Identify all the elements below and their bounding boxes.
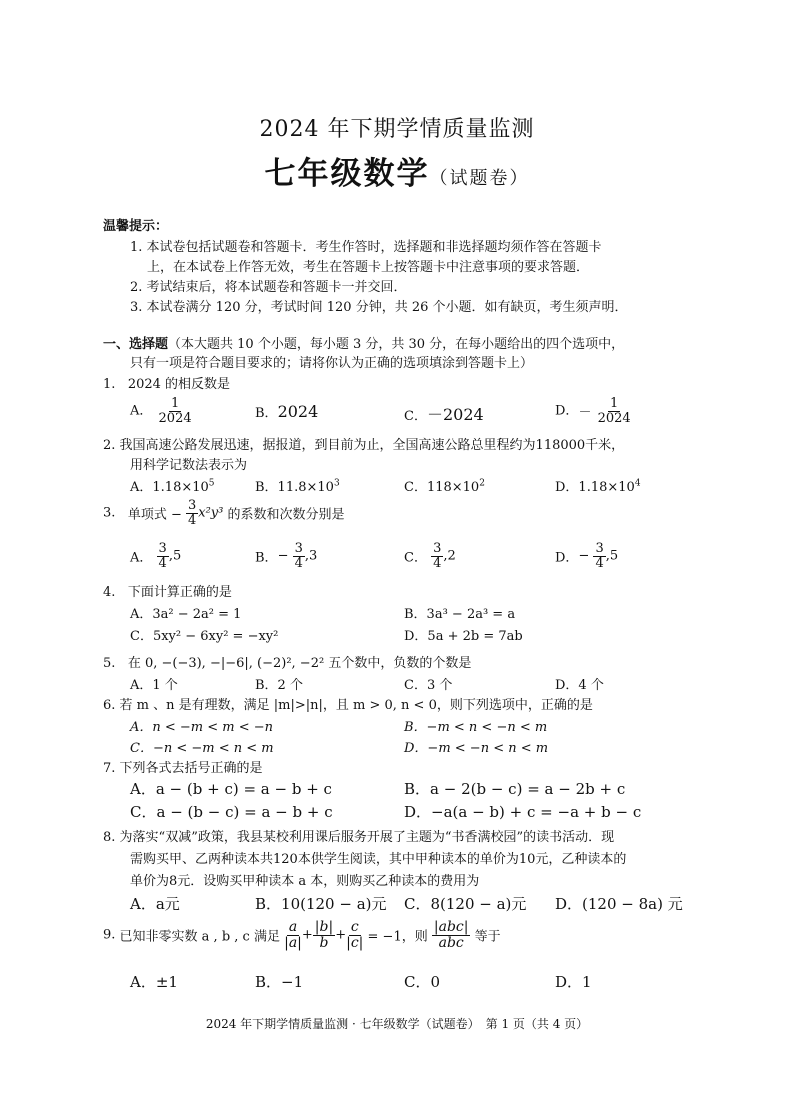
option-text: －2024 [426,405,484,424]
option-label: A． [130,403,153,419]
q5-option-d: D．4 个 [555,678,604,693]
question-6 [103,694,593,713]
fraction [186,499,198,527]
q7-option-b: B．a − 2(b − c) = a − 2b + c [404,780,626,798]
numerator: 3 [158,541,167,556]
exponent: 4 [634,478,641,489]
option-text: A．1.18×10 [130,480,209,495]
option-label: A． [130,550,153,566]
question-8-stem-cont-2: 单价为8元．设购买甲种读本 a 本，则购买乙种读本的费用为 [130,874,480,889]
denominator: |a| [284,934,302,951]
plus-sign: + [301,927,313,943]
q1-option-c [404,402,484,425]
q6-option-b: B．−m < n < −n < m [404,720,548,735]
option-text: ,2 [443,548,456,564]
q7-option-a: A．a − (b + c) = a − b + c [130,780,332,798]
q7-option-d: D．−a(a − b) + c = −a + b − c [404,803,642,821]
q1-option-b [255,402,318,421]
question-number: 5. [103,656,116,671]
question-number: 9. [103,927,116,943]
minus-sign: － [578,405,592,421]
option-text: ,3 [304,548,318,564]
q6-option-c: C．−n < −m < n < m [130,741,274,756]
stem-suffix: 等于 [474,929,501,945]
numerator: |b| [314,919,334,935]
fraction [284,920,302,950]
numerator: a [288,919,298,935]
q1-option-d [555,397,633,425]
option-text: ,5 [168,548,182,564]
question-2 [103,434,624,453]
question-8 [103,826,614,845]
page-footer: 2024 年下期学情质量监测 · 七年级数学（试题卷） 第 1 页（共 4 页） [205,1017,589,1031]
q3-option-b [255,542,317,570]
numerator: |abc| [433,919,469,935]
section-label: 一、选择题 [103,337,169,352]
fraction [313,920,335,950]
option-text: C．118×10 [404,480,480,495]
numerator: 1 [610,396,619,411]
question-3 [103,499,345,527]
numerator: 3 [294,541,303,556]
q9-option-a: A．±1 [130,973,178,991]
stem-suffix: 的系数和次数分别是 [227,507,345,523]
section-desc-2: 只有一项是符合题目要求的；请将你认为正确的选项填涂到答题卡上） [130,356,534,371]
exponent: 3 [333,478,340,489]
q4-option-d: D．5a + 2b = 7ab [404,629,523,644]
question-5 [103,652,471,671]
question-stem: 若 m 、n 是有理数，满足 |m|>|n|，且 m > 0, n < 0，则下列选项中，正确的是 [119,698,593,713]
exponent: 5 [208,478,215,489]
q2-option-a [130,476,215,495]
denominator: b [319,934,329,951]
q4-option-c: C．5xy² − 6xy² = −xy² [130,629,279,644]
denominator: 2024 [158,410,192,426]
question-number: 7. [103,761,116,776]
numerator: 3 [595,541,604,556]
q2-option-d [555,476,641,495]
denominator: 2024 [597,410,631,426]
q2-option-b [255,476,340,495]
q4-option-b: B．3a³ − 2a³ = a [404,607,516,622]
question-number: 3. [103,505,116,521]
q8-option-b: B．10(120 − a)元 [255,895,387,913]
numerator: 3 [433,541,442,556]
exam-subject-title [0,148,794,193]
question-number: 1. [103,377,116,392]
question-stem: 为落实“双减”政策，我县某校利用课后服务开展了主题为“书香满校园”的读书活动．现 [119,830,615,845]
question-stem: 在 0, −(−3), −|−6|, (−2)², −2² 五个数中，负数的个数是 [127,656,472,671]
option-text: B．11.8×10 [255,480,334,495]
subject-name: 七年级数学 [264,156,430,192]
question-number: 8. [103,830,116,845]
fraction [157,542,169,570]
q3-option-a [130,542,181,570]
option-text: ,5 [605,548,619,564]
option-label: B． [255,406,278,421]
question-number: 4. [103,585,116,600]
section-desc-1: （本大题共 10 个小题，每小题 3 分，共 30 分，在每小题给出的四个选项中， [168,337,625,352]
question-1 [103,373,230,392]
q9-option-c: C．0 [404,973,441,991]
stem-variable: x²y³ [198,505,224,521]
q5-option-a: A．1 个 [130,678,178,693]
q5-option-c: C．3 个 [404,678,453,693]
stem-prefix: 已知非零实数 a , b , c 满足 [119,929,280,945]
option-label: C． [404,550,427,566]
q5-option-b: B．2 个 [255,678,303,693]
question-number: 2. [103,438,116,453]
q3-option-d [555,542,618,570]
notice-item-1-cont: 上，在本试卷上作答无效，考生在答题卡上按答题卡中注意事项的要求答题． [147,260,590,275]
numerator: 1 [170,396,180,411]
fraction [431,542,443,570]
q6-option-d: D．−m < −n < n < m [404,741,549,756]
q9-option-b: B．−1 [255,973,304,991]
q2-option-c [404,476,485,495]
q9-option-d: D．1 [555,973,592,991]
notice-item-3: 3. 本试卷满分 120 分，考试时间 120 分钟，共 26 个小题．如有缺页，考生须声明． [130,300,628,315]
denominator: 4 [294,555,303,571]
q4-option-a: A．3a² − 2a² = 1 [130,607,242,622]
fraction [346,920,363,950]
option-text: 2024 [277,402,319,421]
equation-rhs: = −1，则 [367,929,428,945]
q3-option-c [404,542,456,570]
denominator: |c| [346,934,364,951]
plus-sign: + [335,927,347,943]
q8-option-d: D．(120 − 8a) 元 [555,895,683,913]
stem-prefix: 单项式 − [127,507,182,523]
question-2-stem-cont: 用科学记数法表示为 [130,458,248,473]
fraction [157,397,194,425]
question-8-stem-cont-1: 需购买甲、乙两种读本共120本供学生阅读，其中甲种读本的单价为10元，乙种读本的 [130,852,627,867]
denominator: abc [438,934,464,951]
numerator: 3 [187,498,197,513]
notice-item-1: 1. 本试卷包括试题卷和答题卡．考生作答时，选择题和非选择题均须作答在答题卡 [130,240,602,255]
exam-title: 2024 年下期学情质量监测 [259,117,535,142]
q8-option-a: A．a元 [130,895,180,913]
fraction [596,397,633,425]
notice-item-2: 2. 考试结束后，将本试题卷和答题卡一并交回． [130,280,407,295]
denominator: 4 [158,555,167,571]
option-label: C． [404,409,427,424]
minus-sign: − [578,548,590,564]
q6-option-a: A．n < −m < m < −n [130,720,274,735]
fraction [293,542,305,570]
denominator: 4 [187,512,197,528]
minus-sign: − [277,548,289,564]
q1-option-a [130,397,194,425]
option-label: B． [255,550,278,566]
fraction [593,542,605,570]
denominator: 4 [595,555,604,571]
q7-option-c: C．a − (b − c) = a − b + c [130,803,333,821]
paper-type: （试题卷） [429,168,530,189]
exponent: 2 [479,478,485,489]
option-label: D． [555,550,579,566]
notice-heading: 温馨提示： [103,219,169,234]
question-stem: 我国高速公路发展迅速，据报道，到目前为止，全国高速公路总里程约为118000千米， [119,438,625,453]
question-stem: 下面计算正确的是 [127,585,232,600]
fraction [432,920,471,950]
numerator: c [350,919,359,935]
q8-option-c: C．8(120 − a)元 [404,895,527,913]
option-text: D．1.18×10 [555,480,635,495]
denominator: 4 [433,555,442,571]
question-stem: 下列各式去括号正确的是 [119,761,263,776]
question-7 [103,757,263,776]
question-stem: 2024 的相反数是 [127,377,231,392]
section-heading [103,333,624,352]
question-4 [103,581,232,600]
question-9 [103,920,501,950]
option-label: D． [555,403,579,419]
question-number: 6. [103,698,116,713]
